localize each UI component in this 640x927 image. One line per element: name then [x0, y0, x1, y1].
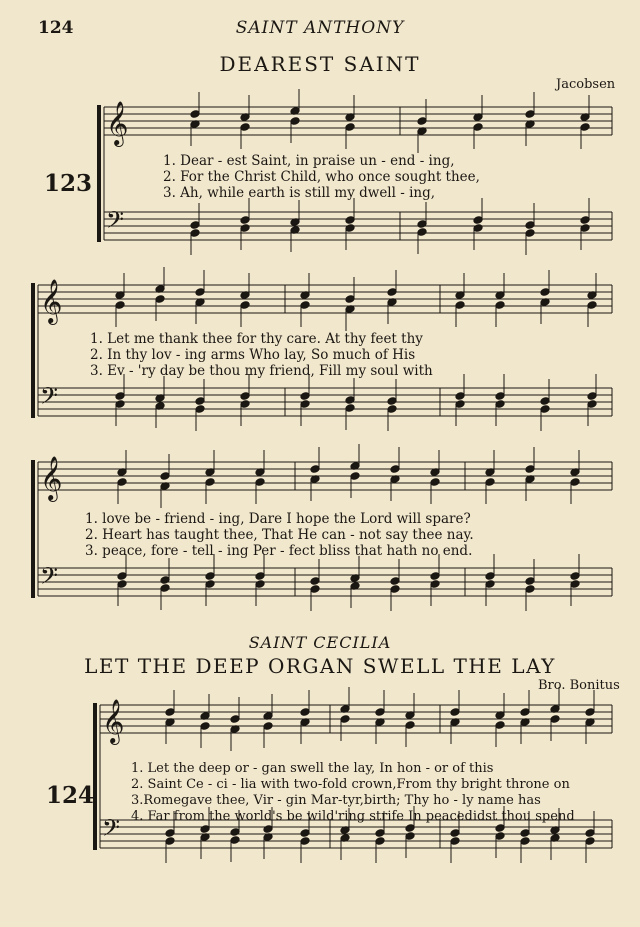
note: [230, 836, 240, 862]
note: [430, 580, 440, 606]
note: [405, 832, 415, 858]
note: [115, 400, 125, 426]
note: [580, 198, 590, 224]
note: [290, 89, 300, 115]
note: [525, 120, 535, 146]
note: [387, 379, 397, 405]
note: [455, 400, 465, 426]
note: [155, 267, 165, 293]
note: [587, 400, 597, 426]
hymn-124-verse-4: 4. Far from the world's be wild'ring strife In peacedidst thou spend: [131, 809, 575, 824]
note: [570, 554, 580, 580]
h123-s1-bass-staff: [104, 212, 612, 240]
note: [540, 405, 550, 431]
note: [240, 224, 250, 250]
note: [585, 718, 595, 744]
note: [525, 447, 535, 473]
note: [160, 482, 170, 508]
note: [240, 301, 250, 327]
note: [155, 295, 165, 321]
h123-s1-treble-clef: 𝄞: [106, 101, 129, 145]
note: [570, 478, 580, 504]
h123-s3-treble-clef: 𝄞: [40, 456, 63, 500]
note: [387, 405, 397, 431]
note: [473, 198, 483, 224]
note: [520, 837, 530, 863]
note: [390, 559, 400, 585]
note: [300, 837, 310, 863]
note: [340, 687, 350, 713]
note: [495, 400, 505, 426]
note: [165, 718, 175, 744]
note: [455, 374, 465, 400]
note: [160, 558, 170, 584]
note: [430, 478, 440, 504]
running-head: SAINT ANTHONY: [235, 18, 405, 38]
note: [117, 580, 127, 606]
note: [117, 478, 127, 504]
note: [430, 450, 440, 476]
note: [520, 718, 530, 744]
h124-s1-bass-clef: 𝄢: [102, 814, 121, 847]
note: [387, 298, 397, 324]
note: [255, 478, 265, 504]
note: [345, 224, 355, 250]
note: [405, 693, 415, 719]
note: [310, 585, 320, 611]
note: [200, 833, 210, 859]
note: [160, 584, 170, 610]
hymn-123-s3-verse-1: 1. love be - friend - ing, Dare I hope the Lord will spare?: [85, 511, 471, 527]
note: [165, 690, 175, 716]
note: [190, 120, 200, 146]
note: [345, 305, 355, 331]
note: [585, 690, 595, 716]
hymn-123-number: 123: [44, 170, 93, 197]
hymn-124-title: LET THE DEEP ORGAN SWELL THE LAY: [84, 654, 556, 678]
note: [390, 447, 400, 473]
note: [205, 478, 215, 504]
note: [300, 718, 310, 744]
note: [525, 229, 535, 255]
note: [587, 301, 597, 327]
note: [195, 405, 205, 431]
note: [405, 721, 415, 747]
note: [205, 450, 215, 476]
note: [495, 693, 505, 719]
h123-s1-treble-staff: [104, 107, 612, 135]
hymn-123-s1-verse-3: 3. Ah, while earth is still my dwell - ing,: [163, 185, 436, 201]
note: [485, 478, 495, 504]
note: [580, 123, 590, 149]
note: [345, 277, 355, 303]
note: [375, 690, 385, 716]
hymn-123-s1-verse-2: 2. For the Christ Child, who once sought thee,: [163, 169, 480, 185]
note: [200, 694, 210, 720]
note: [473, 95, 483, 121]
note: [115, 273, 125, 299]
note: [495, 374, 505, 400]
hymn-124-verse-1: 1. Let the deep or - gan swell the lay, In hon - or of this: [131, 761, 494, 776]
note: [190, 229, 200, 255]
note: [345, 198, 355, 224]
note: [525, 203, 535, 229]
note: [485, 580, 495, 606]
note: [240, 198, 250, 224]
note: [450, 718, 460, 744]
note: [580, 224, 590, 250]
note: [263, 722, 273, 748]
note: [195, 270, 205, 296]
note: [580, 95, 590, 121]
note: [300, 400, 310, 426]
note: [450, 837, 460, 863]
note: [585, 811, 595, 837]
note: [587, 273, 597, 299]
note: [350, 472, 360, 498]
note: [300, 273, 310, 299]
note: [525, 92, 535, 118]
hymn-123-composer: Jacobsen: [556, 77, 616, 92]
note: [290, 117, 300, 143]
note: [485, 450, 495, 476]
hymn-124-composer: Bro. Bonitus: [538, 678, 620, 693]
hymn-123-s1-verse-1: 1. Dear - est Saint, in praise un - end - ing,: [163, 153, 455, 169]
note: [350, 444, 360, 470]
h123-s1-bass-clef: 𝄢: [106, 206, 125, 239]
note: [417, 99, 427, 125]
note: [115, 301, 125, 327]
note: [525, 475, 535, 501]
note: [525, 559, 535, 585]
note: [165, 837, 175, 863]
hymn-124-tune-name: SAINT CECILIA: [248, 633, 392, 652]
note: [550, 715, 560, 741]
h123-s2-bass-clef: 𝄢: [40, 382, 59, 415]
note: [310, 559, 320, 585]
hymn-123-s2-verse-3: 3. Ev - 'ry day be thou my friend, Fill my soul with: [90, 363, 433, 379]
note: [255, 450, 265, 476]
h124-s1-treble-clef: 𝄞: [102, 699, 125, 743]
note: [255, 580, 265, 606]
note: [350, 582, 360, 608]
note: [450, 690, 460, 716]
note: [375, 837, 385, 863]
note: [155, 376, 165, 402]
note: [240, 400, 250, 426]
note: [540, 379, 550, 405]
note: [587, 374, 597, 400]
note: [117, 450, 127, 476]
note: [473, 123, 483, 149]
note: [200, 722, 210, 748]
note: [345, 404, 355, 430]
note: [160, 454, 170, 480]
note: [345, 95, 355, 121]
note: [205, 580, 215, 606]
note: [455, 273, 465, 299]
note: [190, 92, 200, 118]
note: [290, 200, 300, 226]
note: [417, 127, 427, 153]
note: [585, 837, 595, 863]
note: [240, 123, 250, 149]
h123-s3-bass-clef: 𝄢: [40, 562, 59, 595]
note: [290, 226, 300, 252]
note: [495, 721, 505, 747]
note: [345, 123, 355, 149]
note: [240, 95, 250, 121]
note: [417, 228, 427, 254]
note: [340, 715, 350, 741]
hymn-123-title: DEAREST SAINT: [219, 52, 421, 76]
note: [550, 834, 560, 860]
note: [300, 301, 310, 327]
note: [230, 725, 240, 751]
note: [190, 203, 200, 229]
note: [345, 378, 355, 404]
note: [390, 475, 400, 501]
note: [520, 690, 530, 716]
note: [495, 273, 505, 299]
note: [375, 718, 385, 744]
hymn-123-s3-verse-3: 3. peace, fore - tell - ing Per - fect bliss that hath no end.: [85, 543, 473, 559]
note: [310, 475, 320, 501]
note: [195, 379, 205, 405]
note: [525, 585, 535, 611]
h124-s1-treble-staff: [100, 705, 612, 733]
note: [155, 402, 165, 428]
note: [485, 554, 495, 580]
note: [540, 298, 550, 324]
note: [540, 270, 550, 296]
note: [263, 694, 273, 720]
h123-s2-treble-clef: 𝄞: [40, 279, 63, 323]
note: [455, 301, 465, 327]
hymn-124-verse-2: 2. Saint Ce - ci - lia with two-fold crown,From thy bright throne on: [131, 777, 570, 792]
note: [387, 270, 397, 296]
hymn-124-number: 124: [46, 782, 95, 809]
note: [417, 202, 427, 228]
note: [310, 447, 320, 473]
note: [263, 833, 273, 859]
note: [240, 273, 250, 299]
hymn-123-s2-verse-2: 2. In thy lov - ing arms Who lay, So much of His: [90, 347, 416, 363]
note: [300, 690, 310, 716]
note: [340, 834, 350, 860]
hymn-123-s3-verse-2: 2. Heart has taught thee, That He can - not say thee nay.: [85, 527, 474, 543]
hymn-124-verse-3: 3.Romegave thee, Vir - gin Mar-tyr,birth; Thy ho - ly name has: [131, 793, 541, 808]
page-number: 124: [38, 18, 74, 38]
note: [570, 580, 580, 606]
note: [570, 450, 580, 476]
note: [495, 832, 505, 858]
note: [473, 224, 483, 250]
note: [195, 298, 205, 324]
note: [390, 585, 400, 611]
note: [350, 556, 360, 582]
hymn-123-s2-verse-1: 1. Let me thank thee for thy care. At thy feet thy: [90, 331, 423, 347]
h124-s1-bass-staff: [100, 820, 612, 848]
note: [230, 697, 240, 723]
note: [495, 301, 505, 327]
